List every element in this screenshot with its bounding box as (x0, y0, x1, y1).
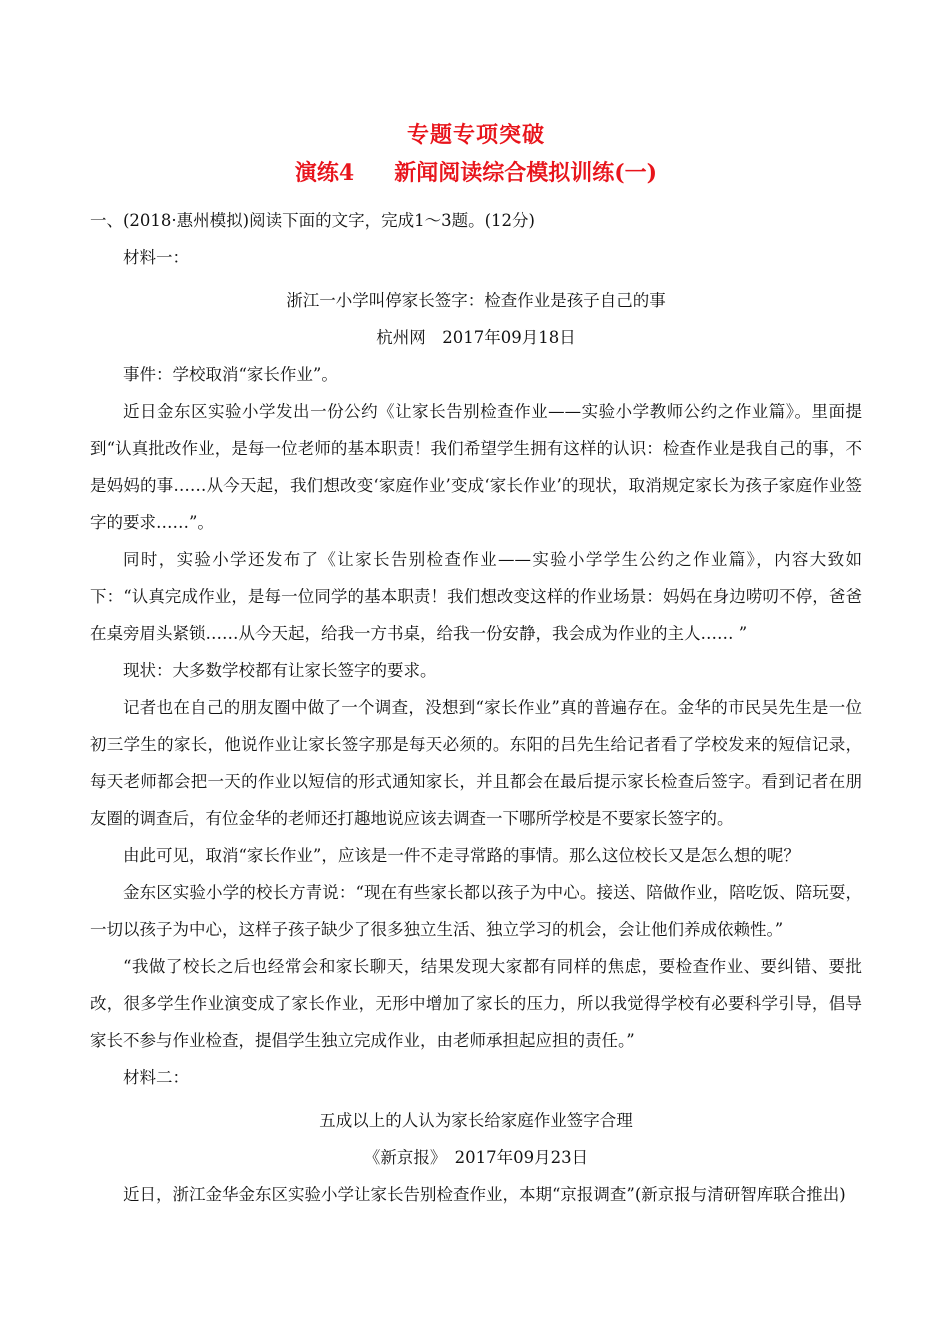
subtitle-label: 演练4 (294, 160, 355, 186)
material1-paragraph: 由此可见，取消“家长作业”，应该是一件不走寻常路的事情。那么这位校长又是怎么想的呢？ (123, 846, 800, 865)
material1-label: 材料一： (123, 248, 189, 267)
material1-paragraph: 金东区实验小学的校长方青说：“现在有些家长都以孩子为中心。接送、陪做作业，陪吃饭、陪玩耍，一切以孩子为中心，这样子孩子缺少了很多独立生活、独立学习的机会，会让他们养成依赖性。” (90, 883, 862, 939)
material1-paragraph: 事件：学校取消“家长作业”。 (123, 365, 338, 384)
material1-paragraph: 近日金东区实验小学发出一份公约《让家长告别检查作业——实验小学教师公约之作业篇》。里面提到“认真批改作业，是每一位老师的基本职责！我们希望学生拥有这样的认识：检查作业是我自己的事，不是妈妈的事……从今天起，我们想改变‘家庭作业’变成‘家长作业’的现状，取消规定家长为孩子家庭作业签字的要求……”。 (90, 402, 862, 532)
question-prompt: 一、(2018·惠州模拟)阅读下面的文字，完成1～3题。(12分) (90, 211, 535, 230)
subtitle-text: 新闻阅读综合模拟训练(一) (394, 160, 658, 186)
material2-label: 材料二： (123, 1068, 189, 1087)
material2-article-title: 五成以上的人认为家长给家庭作业签字合理 (319, 1111, 633, 1130)
material1-source: 杭州网 2017年09月18日 (376, 328, 576, 347)
page-subtitle (90, 158, 862, 188)
material1-article-title: 浙江一小学叫停家长签字：检查作业是孩子自己的事 (286, 291, 666, 310)
material2-paragraph: 近日，浙江金华金东区实验小学让家长告别检查作业，本期“京报调查”(新京报与清研智库联合推出) (123, 1185, 846, 1204)
material1-paragraph: 现状：大多数学校都有让家长签字的要求。 (123, 661, 437, 680)
material1-paragraph: 同时，实验小学还发布了《让家长告别检查作业——实验小学学生公约之作业篇》，内容大致如下：“认真完成作业，是每一位同学的基本职责！我们想改变这样的作业场景：妈妈在身边唠叨不停，爸爸在桌旁眉头紧锁……从今天起，给我一方书桌，给我一份安静，我会成为作业的主人…… ” (90, 550, 862, 643)
document-body (90, 202, 862, 1213)
material1-paragraph: 记者也在自己的朋友圈中做了一个调查，没想到“家长作业”真的普遍存在。金华的市民吴先生是一位初三学生的家长，他说作业让家长签字那是每天必须的。东阳的吕先生给记者看了学校发来的短信记录，每天老师都会把一天的作业以短信的形式通知家长，并且都会在最后提示家长检查后签字。看到记者在朋友圈的调查后，有位金华的老师还打趣地说应该去调查一下哪所学校是不要家长签字的。 (90, 698, 862, 828)
material1-paragraph: “我做了校长之后也经常会和家长聊天，结果发现大家都有同样的焦虑，要检查作业、要纠错、要批改，很多学生作业演变成了家长作业，无形中增加了家长的压力，所以我觉得学校有必要科学引导，倡导家长不参与作业检查，提倡学生独立完成作业，由老师承担起应担的责任。” (90, 957, 862, 1050)
material2-source: 《新京报》 2017年09月23日 (363, 1148, 589, 1167)
page-title: 专题专项突破 (406, 122, 545, 148)
